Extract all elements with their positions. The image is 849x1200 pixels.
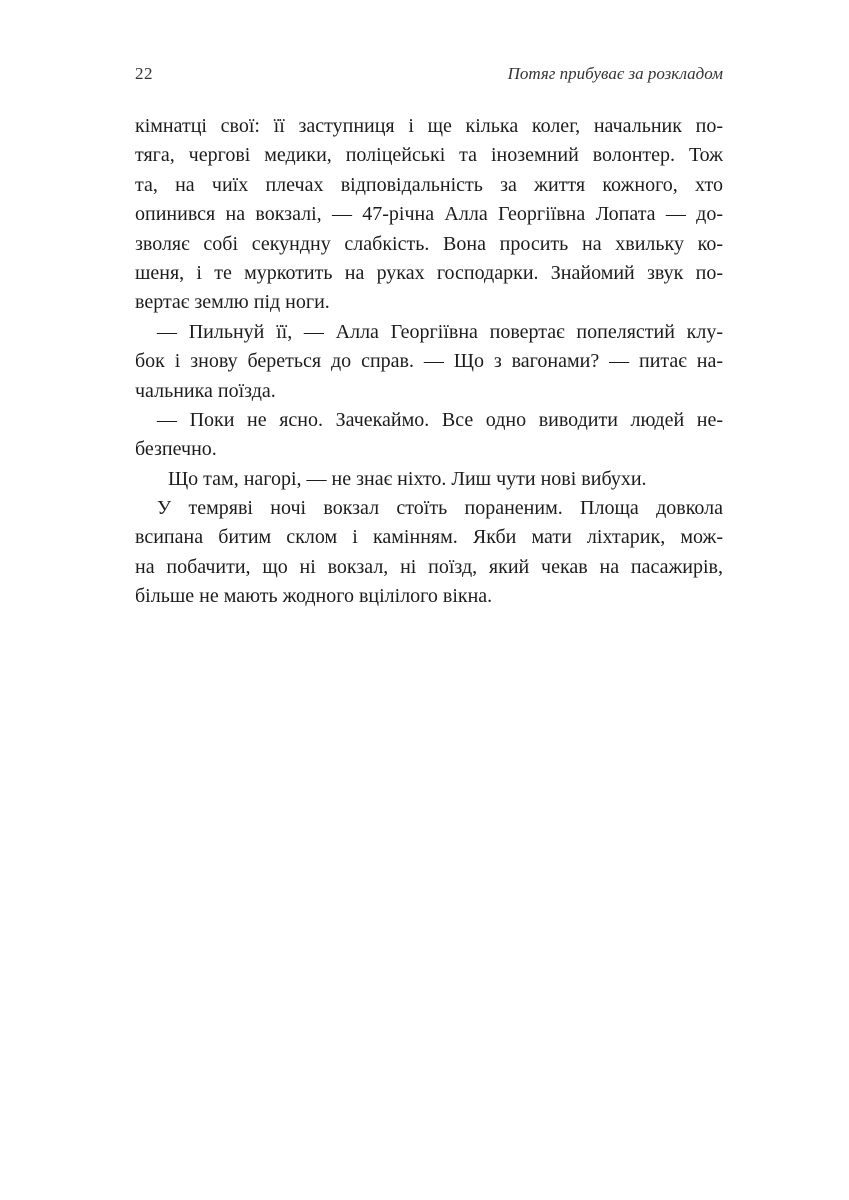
- text-line: безпечно.: [135, 438, 217, 461]
- text-line: бок і знову береться до справ. — Що з вагонами? — питає на-: [135, 350, 723, 373]
- text-line: тяга, чергові медики, поліцейські та іноземний волонтер. Тож: [135, 144, 723, 167]
- running-title: Потяг прибуває за розкладом: [507, 64, 723, 83]
- text-line: кімнатці свої: її заступниця і ще кілька колег, начальник по-: [135, 115, 723, 137]
- text-line: на побачити, що ні вокзал, ні поїзд, який чекав на пасажирів,: [135, 555, 723, 578]
- text-line: У темряві ночі вокзал стоїть пораненим. Площа довкола: [157, 497, 723, 520]
- text-line: всипана битим склом і камінням. Якби мати ліхтарик, мож-: [135, 526, 723, 549]
- text-line: чальника поїзда.: [135, 379, 276, 402]
- page-number: 22: [135, 64, 153, 83]
- text-line: зволяє собі секундну слабкість. Вона просить на хвильку ко-: [135, 232, 723, 255]
- text-line: шеня, і те муркотить на руках господарки. Знайомий звук по-: [135, 261, 723, 284]
- text-line: Що там, нагорі, — не знає ніхто. Лиш чути нові вибухи.: [168, 467, 647, 490]
- text-line: — Пильнуй її, — Алла Георгіївна повертає попелястий клу-: [157, 320, 723, 343]
- page-header: [135, 64, 723, 88]
- text-line: більше не мають жодного вцілілого вікна.: [135, 585, 493, 608]
- text-line: — Поки не ясно. Зачекаймо. Все одно виводити людей не-: [157, 408, 723, 431]
- text-line: та, на чиїх плечах відповідальність за життя кожного, хто: [135, 173, 723, 196]
- text-line: опинився на вокзалі, — 47-річна Алла Георгіївна Лопата — до-: [135, 203, 723, 226]
- body-text: [135, 112, 723, 612]
- text-line: вертає землю під ноги.: [135, 291, 330, 314]
